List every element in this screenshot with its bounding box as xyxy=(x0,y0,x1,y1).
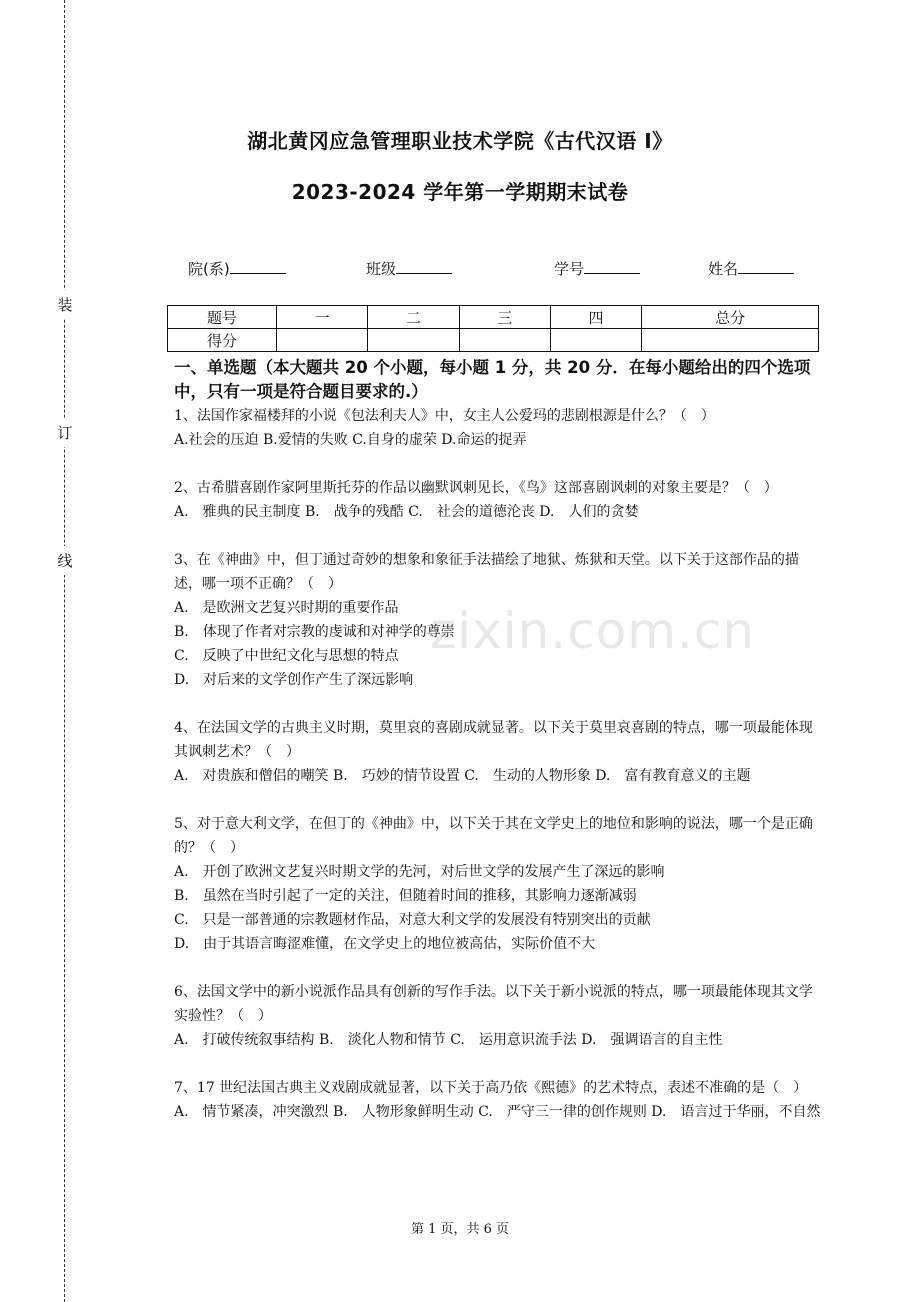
student-id-field[interactable]: 学号 xyxy=(554,258,640,279)
watermark: zixin.com.cn xyxy=(430,602,756,660)
exam-title-line2: 2023-2024 学年第一学期期末试卷 xyxy=(291,180,629,204)
score-table-col: 一 xyxy=(277,306,368,329)
page-footer: 第 1 页，共 6 页 xyxy=(410,1222,510,1237)
score-cell[interactable] xyxy=(642,329,819,352)
question-stem: 3、在《神曲》中，但丁通过奇妙的想象和象征手法描绘了地狱、炼狱和天堂。以下关于这部作品的描述，哪一项不正确？（ ） xyxy=(174,552,799,592)
question-option: A. 情节紧凑，冲突激烈 B. 人物形象鲜明生动 C. 严守三一律的创作规则 D. 语言过于华丽，不自然 xyxy=(174,1104,821,1120)
question-option: A. 开创了欧洲文艺复兴时期文学的先河，对后世文学的发展产生了深远的影响 xyxy=(174,864,665,880)
score-cell[interactable] xyxy=(368,329,459,352)
class-field[interactable]: 班级 xyxy=(366,258,452,279)
margin-char-ding: 订 xyxy=(57,418,73,447)
score-cell[interactable] xyxy=(459,329,550,352)
question-stem: 4、在法国文学的古典主义时期，莫里哀的喜剧成就显著。以下关于莫里哀喜剧的特点，哪一项最能体现其讽刺艺术？（ ） xyxy=(174,720,813,760)
margin-char-zhuang: 装 xyxy=(57,290,73,319)
question-option: A. 对贵族和僧侣的嘲笑 B. 巧妙的情节设置 C. 生动的人物形象 D. 富有教育意义的主题 xyxy=(174,768,751,784)
margin-char-xian: 线 xyxy=(57,546,73,575)
question-option: D. 对后来的文学创作产生了深远影响 xyxy=(174,672,414,688)
department-field[interactable]: 院(系) xyxy=(188,258,286,279)
question-option: C. 只是一部普通的宗教题材作品，对意大利文学的发展没有特别突出的贡献 xyxy=(174,912,651,928)
section-heading: 一、单选题（本大题共 20 个小题，每小题 1 分，共 20 分．在每小题给出的四个选项中，只有一项是符合题目要求的.） xyxy=(174,358,811,401)
question-7 xyxy=(174,1076,824,1124)
question-option: A. 打破传统叙事结构 B. 淡化人物和情节 C. 运用意识流手法 D. 强调语言的自主性 xyxy=(174,1032,723,1048)
score-cell[interactable] xyxy=(277,329,368,352)
question-list xyxy=(174,404,824,1148)
question-option: A. 是欧洲文艺复兴时期的重要作品 xyxy=(174,600,399,616)
score-table-col: 三 xyxy=(459,306,550,329)
question-5 xyxy=(174,812,824,956)
score-table-header-label: 题号 xyxy=(168,306,277,329)
question-option: B. 虽然在当时引起了一定的关注，但随着时间的推移，其影响力逐渐减弱 xyxy=(174,888,637,904)
question-stem: 1、法国作家福楼拜的小说《包法利夫人》中，女主人公爱玛的悲剧根源是什么？（ ） xyxy=(174,408,715,424)
question-stem: 7、17 世纪法国古典主义戏剧成就显著，以下关于高乃依《熙德》的艺术特点，表述不准确的是（ ） xyxy=(174,1080,808,1096)
question-6 xyxy=(174,980,824,1052)
question-option: C. 反映了中世纪文化与思想的特点 xyxy=(174,648,399,664)
score-table xyxy=(167,305,819,352)
question-option: D. 由于其语言晦涩难懂，在文学史上的地位被高估，实际价值不大 xyxy=(174,936,596,952)
exam-title-line1: 湖北黄冈应急管理职业技术学院《古代汉语 I》 xyxy=(247,129,673,153)
question-3 xyxy=(174,548,824,692)
score-cell[interactable] xyxy=(550,329,641,352)
score-table-header-row xyxy=(168,306,819,329)
question-option: A. 雅典的民主制度 B. 战争的残酷 C. 社会的道德沦丧 D. 人们的贪婪 xyxy=(174,504,639,520)
score-table-col: 四 xyxy=(550,306,641,329)
question-option: A.社会的压迫 B.爱情的失败 C.自身的虚荣 D.命运的捉弄 xyxy=(174,432,527,448)
question-1 xyxy=(174,404,824,452)
name-field[interactable]: 姓名 xyxy=(708,258,794,279)
score-table-score-row xyxy=(168,329,819,352)
question-stem: 5、对于意大利文学，在但丁的《神曲》中，以下关于其在文学史上的地位和影响的说法，哪一个是正确的？（ ） xyxy=(174,816,813,856)
question-stem: 6、法国文学中的新小说派作品具有创新的写作手法。以下关于新小说派的特点，哪一项最能体现其文学实验性？（ ） xyxy=(174,984,813,1024)
question-4 xyxy=(174,716,824,788)
score-table-col: 二 xyxy=(368,306,459,329)
question-option: B. 体现了作者对宗教的虔诚和对神学的尊崇 xyxy=(174,624,455,640)
question-2 xyxy=(174,476,824,524)
question-stem: 2、古希腊喜剧作家阿里斯托芬的作品以幽默讽刺见长，《鸟》这部喜剧讽刺的对象主要是？（ ） xyxy=(174,480,778,496)
score-table-score-label: 得分 xyxy=(168,329,277,352)
score-table-col: 总分 xyxy=(642,306,819,329)
